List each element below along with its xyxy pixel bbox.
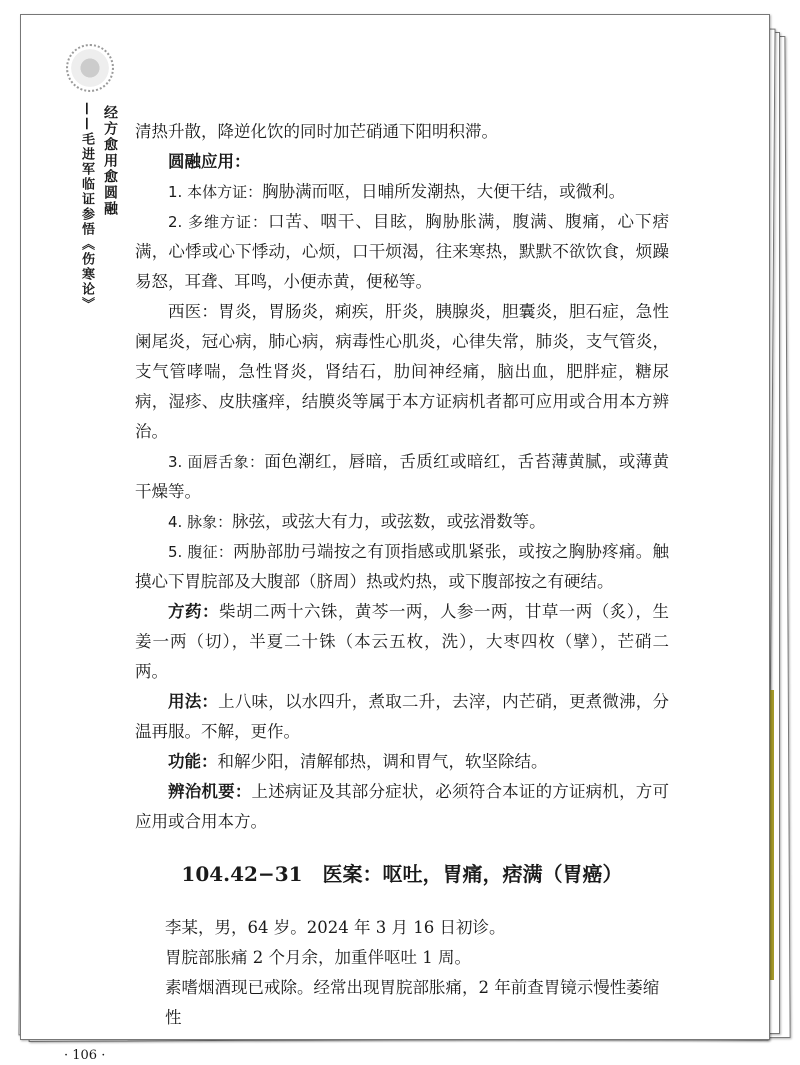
paragraph: 清热升散，降逆化饮的同时加芒硝通下阳明积滞。 xyxy=(135,122,498,141)
case-line: 李某，男，64 岁。2024 年 3 月 16 日初诊。 xyxy=(165,918,506,937)
book-title: 经方愈用愈圆融 xyxy=(102,105,118,217)
paragraph: 3. 面唇舌象：面色潮红，唇暗，舌质红或暗红，舌苔薄黄腻，或薄黄干燥等。 xyxy=(135,452,669,501)
paragraph: 2. 多维方证：口苦、咽干、目眩，胸胁胀满，腹满、腹痛，心下痞满，心悸或心下悸动，心烦，口干烦渴，往来寒热，默默不欲饮食，烦躁易怒，耳聋、耳鸣，小便赤黄，便秘等。 xyxy=(135,212,669,291)
case-heading: 104.42−31 医案：呕吐，胃痛，痞满（胃癌） xyxy=(181,862,623,886)
page-number: · 106 · xyxy=(64,1048,106,1063)
book-subtitle: ——毛进军临证参悟《伤寒论》 xyxy=(79,102,94,312)
paragraph: 西医：胃炎，胃肠炎，痢疾，肝炎，胰腺炎，胆囊炎，胆石症，急性阑尾炎，冠心病，肺心病，病毒性心肌炎，心律失常，肺炎，支气管炎，支气管哮喘，急性肾炎，肾结石，肋间神经痛，脑出血，肥胖症，糖尿病，湿疹、皮肤瘙痒，结膜炎等属于本方证病机者都可应用或合用本方辨治。 xyxy=(135,302,670,441)
paragraph: 1. 本体方证：胸胁满而呕，日晡所发潮热，大便干结，或微利。 xyxy=(168,182,626,201)
case-line: 素嗜烟酒现已戒除。经常出现胃脘部胀痛，2 年前查胃镜示慢性萎缩性 xyxy=(165,978,660,1027)
paragraph: 4. 脉象：脉弦，或弦大有力，或弦数，或弦滑数等。 xyxy=(168,512,546,531)
paragraph: 方药：柴胡二两十六铢，黄芩一两，人参一两，甘草一两（炙），生姜一两（切），半夏二十铢（本云五枚，洗），大枣四枚（擘），芒硝二两。 xyxy=(135,602,670,681)
paragraph: 用法：上八味，以水四升，煮取二升，去滓，内芒硝，更煮微沸，分温再服。不解，更作。 xyxy=(135,692,670,741)
case-text xyxy=(135,913,669,1033)
seal-logo-icon xyxy=(66,44,114,92)
paragraph: 功能：和解少阳，清解郁热，调和胃气，软坚除结。 xyxy=(168,752,548,771)
case-line: 胃脘部胀痛 2 个月余，加重伴呕吐 1 周。 xyxy=(165,948,471,967)
paragraph: 5. 腹征：两胁部肋弓端按之有顶指感或肌紧张，或按之胸胁疼痛。触摸心下胃脘部及大腹部（脐周）热或灼热，或下腹部按之有硬结。 xyxy=(135,542,669,591)
body-text xyxy=(135,117,669,837)
paragraph: 辨治机要：上述病证及其部分症状，必须符合本证的方证病机，方可应用或合用本方。 xyxy=(135,782,670,831)
section-label: 圆融应用： xyxy=(168,152,251,171)
